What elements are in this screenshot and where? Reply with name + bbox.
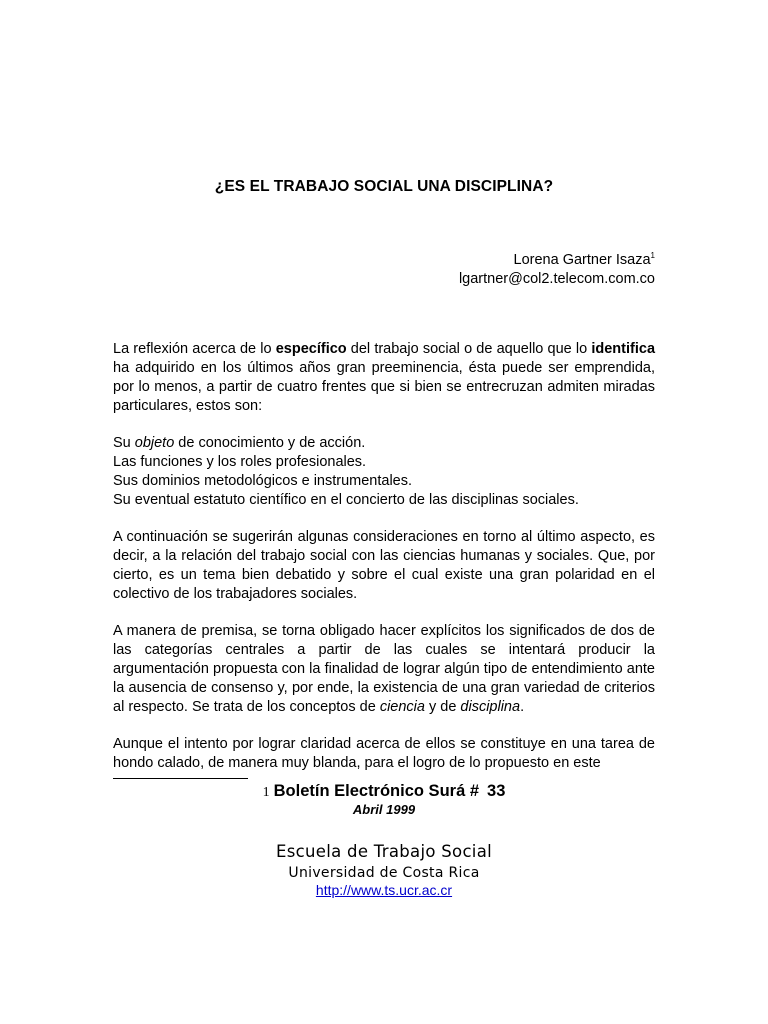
bulletin-number: 33	[487, 782, 506, 800]
university-name: Universidad de Costa Rica	[288, 865, 480, 881]
bulletin-name: Boletín Electrónico Surá #	[273, 782, 480, 800]
paragraph-1-bold-identifica: identifica	[591, 341, 656, 357]
paragraph-1-text-b: del trabajo social o de aquello que lo	[346, 341, 592, 357]
document-title: ¿ES EL TRABAJO SOCIAL UNA DISCIPLINA?	[214, 178, 554, 195]
author-footnote-ref: 1	[650, 251, 655, 261]
paragraph-3	[113, 622, 655, 717]
paragraph-3-text-b: y de	[424, 699, 461, 715]
list-item: Su eventual estatuto científico en el concierto de las disciplinas sociales.	[113, 492, 579, 508]
list-item-1-post: de conocimiento y de acción.	[174, 435, 366, 451]
list-item: Las funciones y los roles profesionales.	[113, 454, 367, 470]
school-block	[0, 842, 768, 898]
paragraph-3-text-a: A manera de premisa, se torna obligado hacer explícitos los significados de dos de las categorías centrales a partir de las cuales se intentará producir la argumentación propuesta con la finalidad de lograr algún tipo de entendimiento ante la ausencia de consenso y, por ende, la existencia de una gran variedad de criterios al respecto. Se trata de los conceptos de	[113, 623, 655, 715]
school-website-link[interactable]: http://www.ts.ucr.ac.cr	[315, 882, 453, 898]
paragraph-1-bold-especifico: específico	[275, 341, 347, 357]
paragraph-3-text-c: .	[520, 699, 525, 715]
bulletin-date: Abril 1999	[352, 802, 416, 817]
author-name: Lorena Gartner Isaza	[513, 252, 651, 268]
list-item: Sus dominios metodológicos e instrumentales.	[113, 473, 413, 489]
list-item	[113, 434, 655, 453]
paragraph-1-text-c: ha adquirido en los últimos años gran preeminencia, ésta puede ser emprendida, por lo menos, a partir de cuatro frentes que si bien se entrecruzan admiten miradas particulares, estos son:	[113, 360, 655, 414]
author-line	[459, 251, 655, 270]
paragraph-1	[113, 340, 655, 416]
paragraph-3-em-disciplina: disciplina	[460, 699, 521, 715]
author-email: lgartner@col2.telecom.com.co	[458, 271, 655, 287]
footnote-mark: 1	[262, 785, 270, 800]
document-body	[113, 340, 655, 773]
school-name: Escuela de Trabajo Social	[276, 842, 492, 861]
footnote-bulletin-line	[0, 782, 768, 801]
paragraph-4: Aunque el intento por lograr claridad acerca de ellos se constituye en una tarea de hondo calado, de manera muy blanda, para el logro de lo propuesto en este	[113, 736, 655, 771]
list-item-1-em: objeto	[134, 435, 175, 451]
paragraph-3-em-ciencia: ciencia	[379, 699, 425, 715]
footnote-separator	[113, 778, 248, 779]
fronts-list	[113, 434, 655, 510]
list-item-1-pre: Su	[113, 435, 135, 451]
footnote	[0, 782, 768, 817]
author-block	[459, 251, 655, 289]
paragraph-2: A continuación se sugerirán algunas consideraciones en torno al último aspecto, es decir, a la relación del trabajo social con las ciencias humanas y sociales. Que, por cierto, es un tema bien debatido y sobre el cual existe una gran polaridad en el colectivo de los trabajadores sociales.	[113, 529, 655, 602]
paragraph-1-text-a: La reflexión acerca de lo	[113, 341, 276, 357]
